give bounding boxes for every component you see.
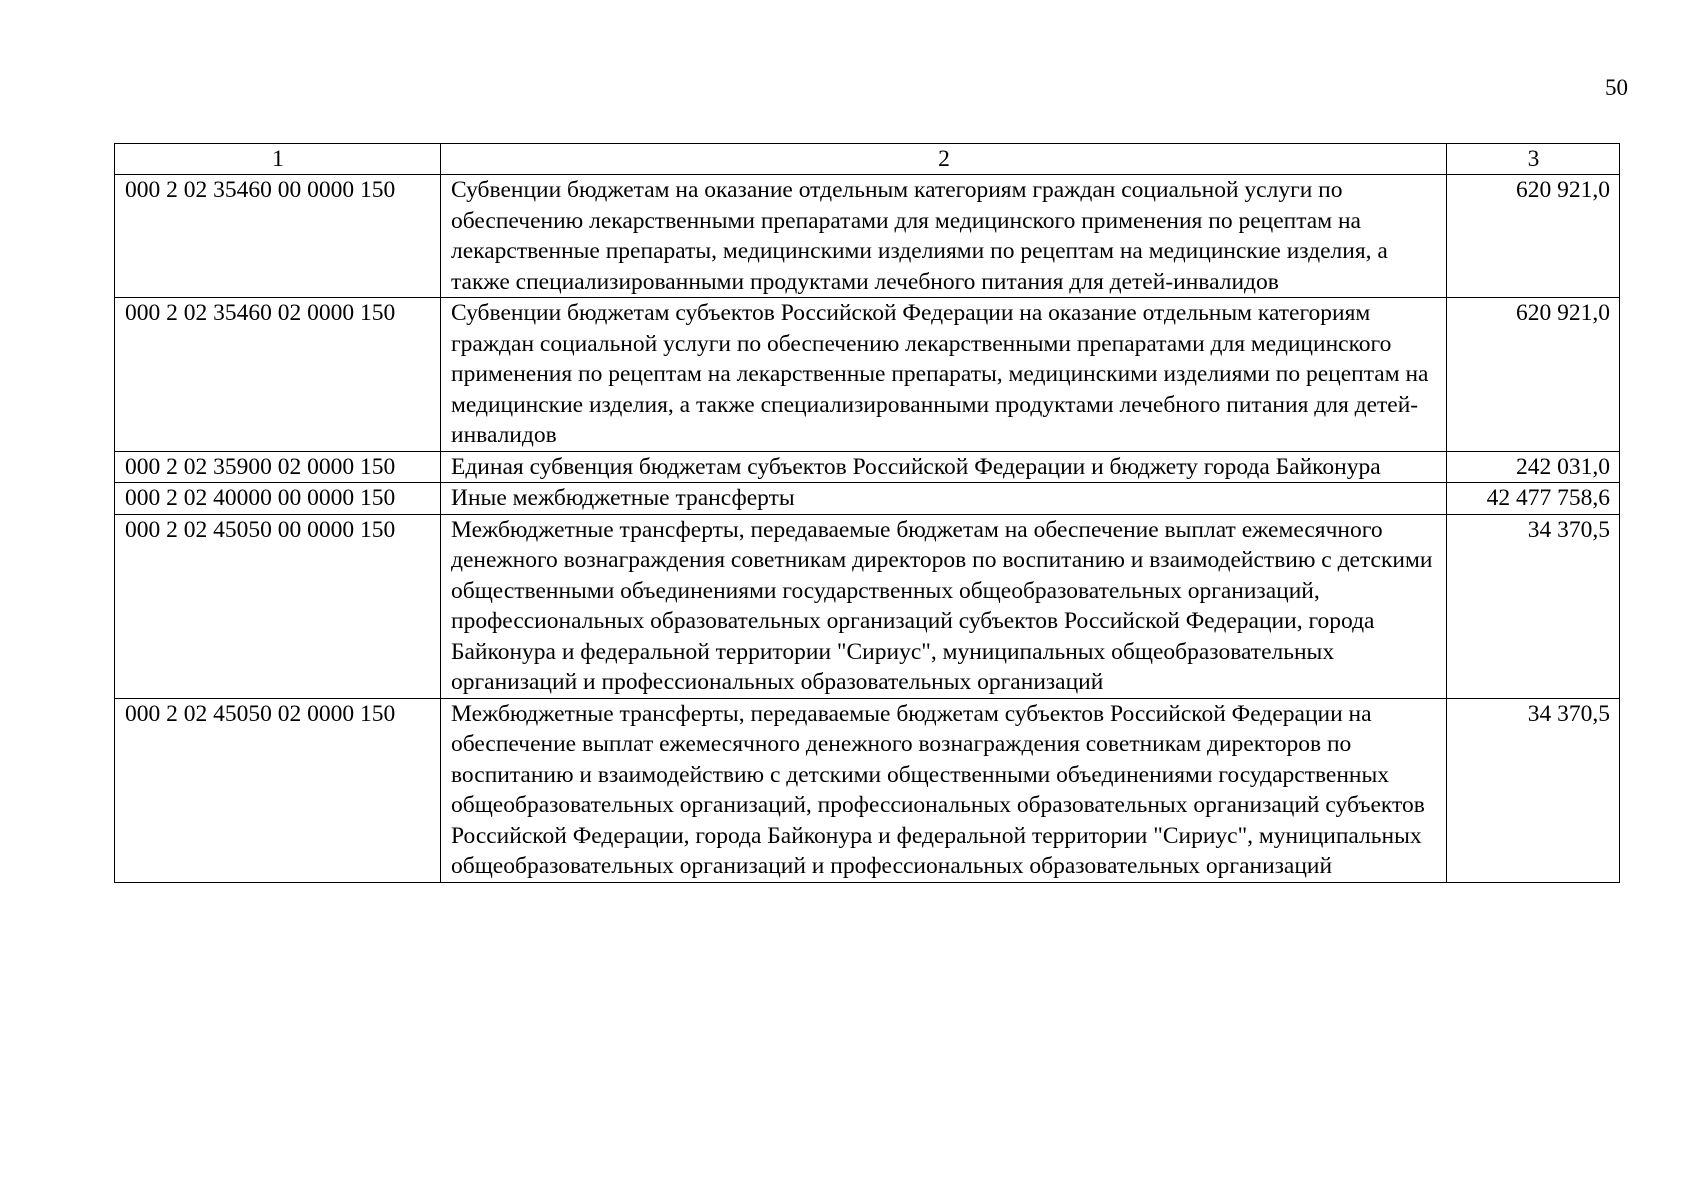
table-row <box>115 514 1620 698</box>
table-row <box>115 298 1620 452</box>
header-row <box>115 144 1620 175</box>
code-cell: 000 2 02 35460 02 0000 150 <box>115 298 441 452</box>
description-cell: Иные межбюджетные трансферты <box>441 483 1447 515</box>
table-row <box>115 698 1620 882</box>
amount-cell: 34 370,5 <box>1447 514 1620 698</box>
amount-cell: 242 031,0 <box>1447 451 1620 483</box>
code-cell: 000 2 02 45050 02 0000 150 <box>115 698 441 882</box>
code-cell: 000 2 02 45050 00 0000 150 <box>115 514 441 698</box>
table-header <box>115 144 1620 175</box>
description-cell: Единая субвенция бюджетам субъектов Российской Федерации и бюджету города Байконура <box>441 451 1447 483</box>
table-row <box>115 483 1620 515</box>
code-cell: 000 2 02 40000 00 0000 150 <box>115 483 441 515</box>
description-cell: Субвенции бюджетам на оказание отдельным категориям граждан социальной услуги по обеспечению лекарственными препаратами для медицинского применения по рецептам на лекарственные препараты, медицинскими изделиями по рецептам на медицинские изделия, а также специализированными продуктами лечебного питания для детей-инвалидов <box>441 175 1447 298</box>
header-col-1: 1 <box>115 144 441 175</box>
table-row <box>115 175 1620 298</box>
budget-table <box>114 143 1620 883</box>
table-row <box>115 451 1620 483</box>
code-cell: 000 2 02 35460 00 0000 150 <box>115 175 441 298</box>
code-cell: 000 2 02 35900 02 0000 150 <box>115 451 441 483</box>
amount-cell: 42 477 758,6 <box>1447 483 1620 515</box>
table-body <box>115 175 1620 883</box>
description-cell: Субвенции бюджетам субъектов Российской Федерации на оказание отдельным категориям граждан социальной услуги по обеспечению лекарственными препаратами для медицинского применения по рецептам на лекарственные препараты, медицинскими изделиями по рецептам на медицинские изделия, а также специализированными продуктами лечебного питания для детей-инвалидов <box>441 298 1447 452</box>
amount-cell: 620 921,0 <box>1447 175 1620 298</box>
amount-cell: 620 921,0 <box>1447 298 1620 452</box>
description-cell: Межбюджетные трансферты, передаваемые бюджетам субъектов Российской Федерации на обеспечение выплат ежемесячного денежного вознаграждения советникам директоров по воспитанию и взаимодействию с детскими общественными объединениями государственных общеобразовательных организаций, профессиональных образовательных организаций субъектов Российской Федерации, города Байконура и федеральной территории "Сириус", муниципальных общеобразовательных организаций и профессиональных образовательных организаций <box>441 698 1447 882</box>
header-col-2: 2 <box>441 144 1447 175</box>
amount-cell: 34 370,5 <box>1447 698 1620 882</box>
header-col-3: 3 <box>1447 144 1620 175</box>
page-number: 50 <box>1605 75 1628 100</box>
description-cell: Межбюджетные трансферты, передаваемые бюджетам на обеспечение выплат ежемесячного денежного вознаграждения советникам директоров по воспитанию и взаимодействию с детскими общественными объединениями государственных общеобразовательных организаций, профессиональных образовательных организаций субъектов Российской Федерации, города Байконура и федеральной территории "Сириус", муниципальных общеобразовательных организаций и профессиональных образовательных организаций <box>441 514 1447 698</box>
